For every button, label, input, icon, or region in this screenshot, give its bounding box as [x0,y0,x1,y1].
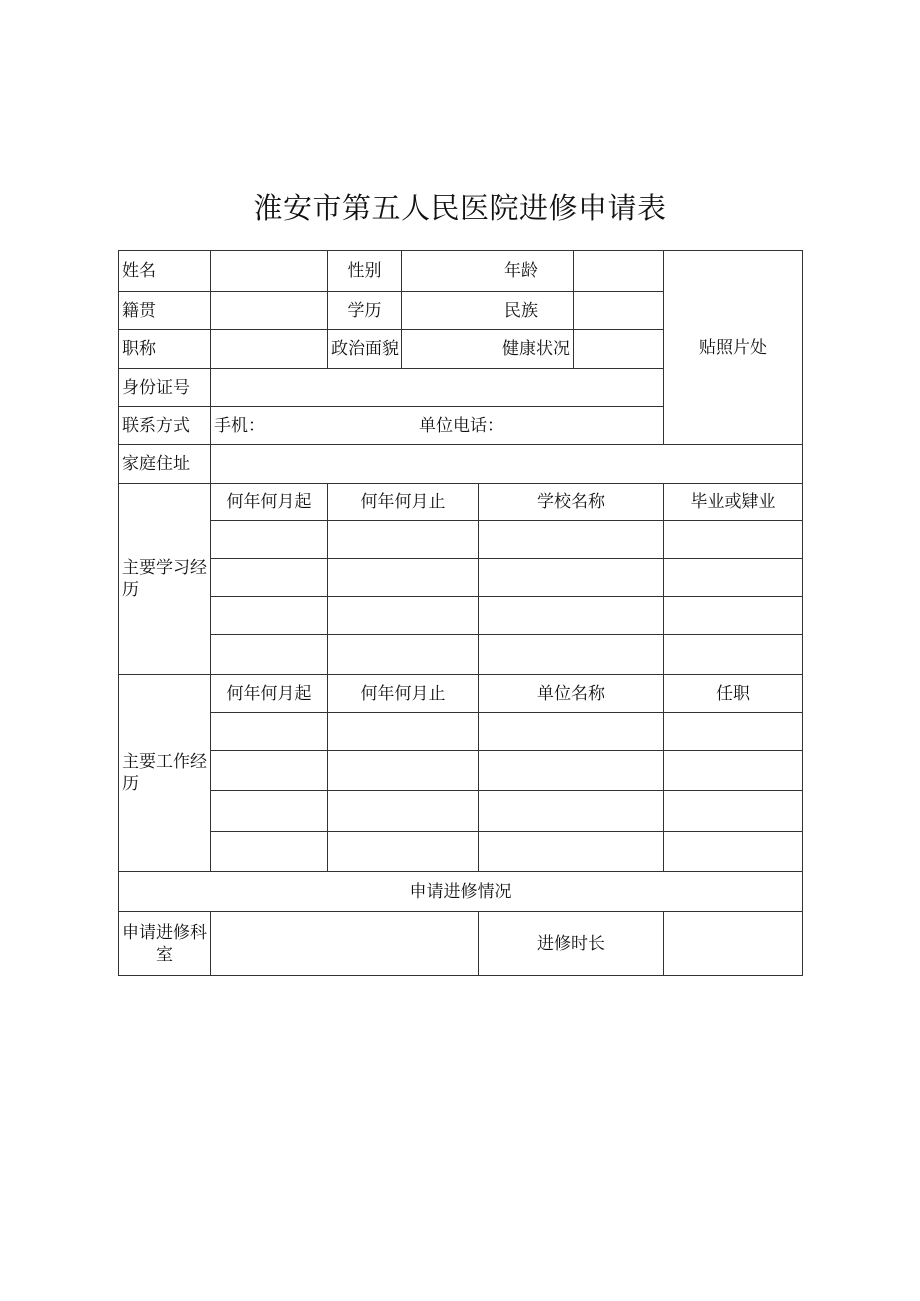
job-title-field[interactable] [211,330,328,369]
age-label: 年龄 [402,251,574,292]
name-field[interactable] [211,251,328,292]
study-row [119,521,803,559]
study-school-cell[interactable] [479,521,664,559]
application-section-label: 申请进修情况 [119,872,803,912]
contact-field[interactable] [211,407,664,445]
work-to-cell[interactable] [328,832,479,872]
mobile-label: 手机： [214,415,265,436]
health-label: 健康状况 [402,330,574,369]
work-header-to: 何年何月止 [328,675,479,713]
health-field[interactable] [574,330,664,369]
political-label: 政治面貌 [328,330,402,369]
study-school-cell[interactable] [479,597,664,635]
study-header-from: 何年何月起 [211,484,328,521]
work-from-cell[interactable] [211,791,328,832]
study-row [119,597,803,635]
id-label: 身份证号 [119,369,211,407]
study-to-cell[interactable] [328,521,479,559]
work-from-cell[interactable] [211,832,328,872]
work-phone-label: 单位电话： [419,415,504,436]
study-school-cell[interactable] [479,559,664,597]
work-org-cell[interactable] [479,832,664,872]
work-from-cell[interactable] [211,751,328,791]
study-school-cell[interactable] [479,635,664,675]
id-field[interactable] [211,369,664,407]
work-header-from: 何年何月起 [211,675,328,713]
dept-field[interactable] [211,912,479,976]
row-name [119,251,803,292]
name-label: 姓名 [119,251,211,292]
duration-label: 进修时长 [479,912,664,976]
application-row [119,912,803,976]
photo-area: 贴照片处 [664,251,803,445]
study-from-cell[interactable] [211,635,328,675]
work-position-cell[interactable] [664,832,803,872]
study-header-to: 何年何月止 [328,484,479,521]
duration-field[interactable] [664,912,803,976]
education-label: 学历 [328,292,402,330]
application-form-table [118,250,803,976]
work-header-org: 单位名称 [479,675,664,713]
study-to-cell[interactable] [328,635,479,675]
job-title-label: 职称 [119,330,211,369]
study-header-school: 学校名称 [479,484,664,521]
work-row [119,791,803,832]
work-position-cell[interactable] [664,791,803,832]
address-field[interactable] [211,445,803,484]
dept-label: 申请进修科室 [119,912,211,976]
work-to-cell[interactable] [328,791,479,832]
gender-label: 性别 [328,251,402,292]
study-status-cell[interactable] [664,521,803,559]
ethnicity-label: 民族 [402,292,574,330]
study-status-cell[interactable] [664,597,803,635]
native-label: 籍贯 [119,292,211,330]
work-org-cell[interactable] [479,751,664,791]
work-org-cell[interactable] [479,791,664,832]
study-to-cell[interactable] [328,597,479,635]
work-position-cell[interactable] [664,713,803,751]
work-section-label: 主要工作经历 [119,675,211,872]
work-row [119,751,803,791]
study-from-cell[interactable] [211,559,328,597]
study-row [119,559,803,597]
work-row [119,832,803,872]
work-position-cell[interactable] [664,751,803,791]
address-label: 家庭住址 [119,445,211,484]
study-status-cell[interactable] [664,635,803,675]
native-field[interactable] [211,292,328,330]
study-from-cell[interactable] [211,521,328,559]
study-header-status: 毕业或肄业 [664,484,803,521]
page-title: 淮安市第五人民医院进修申请表 [253,191,667,225]
study-status-cell[interactable] [664,559,803,597]
work-to-cell[interactable] [328,751,479,791]
contact-label: 联系方式 [119,407,211,445]
work-to-cell[interactable] [328,713,479,751]
study-to-cell[interactable] [328,559,479,597]
work-header-row [119,675,803,713]
work-from-cell[interactable] [211,713,328,751]
row-address [119,445,803,484]
work-header-position: 任职 [664,675,803,713]
work-org-cell[interactable] [479,713,664,751]
study-row [119,635,803,675]
study-from-cell[interactable] [211,597,328,635]
age-field[interactable] [574,251,664,292]
ethnicity-field[interactable] [574,292,664,330]
study-header-row [119,484,803,521]
work-row [119,713,803,751]
study-section-label: 主要学习经历 [119,484,211,675]
application-header-row [119,872,803,912]
